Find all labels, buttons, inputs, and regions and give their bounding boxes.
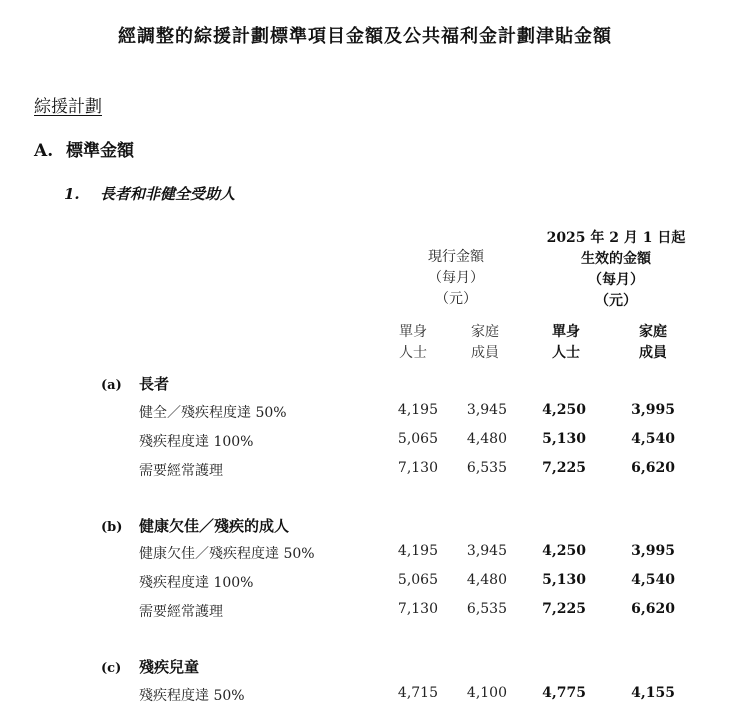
value-current-single: 4,715 [397,685,438,701]
value-current-family: 4,480 [466,431,507,447]
value-new-family: 6,620 [631,460,675,476]
value-current-family: 6,535 [466,601,507,617]
value-new-family: 6,620 [631,601,675,617]
row-label: 健全／殘疾程度達 50% [139,405,287,421]
group-number: (c) [101,661,122,676]
col-header-line: 家庭 [471,324,499,340]
value-new-single: 7,225 [542,601,586,617]
col-header-line: 成員 [471,345,499,361]
current-header-line: （每月） [428,270,484,286]
value-new-single: 4,250 [542,543,586,559]
value-new-single: 5,130 [542,431,586,447]
new-amount-header [528,228,704,312]
value-current-family: 4,100 [466,685,507,701]
value-new-family: 3,995 [631,543,675,559]
group-heading [101,515,289,536]
row-label: 殘疾程度達 100% [139,434,254,450]
value-current-family: 4,480 [466,572,507,588]
value-current-family: 3,945 [466,402,507,418]
group-label: 健康欠佳／殘疾的成人 [139,517,290,535]
col-header-line: 單身 [552,324,580,340]
subsection-number: A. [34,141,54,161]
value-new-family: 3,995 [631,402,675,418]
col-header-new-family [623,322,683,364]
value-new-family: 4,540 [631,431,675,447]
col-header-line: 人士 [552,345,580,361]
row-label: 需要經常護理 [139,604,223,620]
document-title: 經調整的綜援計劃標準項目金額及公共福利金計劃津貼金額 [118,26,612,47]
value-new-single: 4,775 [542,685,586,701]
col-header-line: 家庭 [639,324,667,340]
item-number: 1. [64,185,80,203]
new-header-line: 生效的金額 [581,251,651,267]
value-new-single: 7,225 [542,460,586,476]
col-header-new-single [536,322,596,364]
new-header-line: （元） [595,293,637,309]
group-number: (a) [101,378,122,393]
group-heading [101,656,199,677]
value-current-family: 6,535 [466,460,507,476]
value-new-family: 4,155 [631,685,675,701]
current-amount-header [388,247,524,310]
new-header-line: （每月） [588,272,644,288]
current-header-line: 現行金額 [428,249,484,265]
value-new-single: 5,130 [542,572,586,588]
subsection-heading [34,136,134,161]
value-current-single: 7,130 [397,601,438,617]
section-heading: 綜援計劃 [34,97,102,117]
col-header-line: 人士 [399,345,427,361]
row-label: 殘疾程度達 50% [139,688,245,704]
current-header-line: （元） [435,291,477,307]
value-new-family: 4,540 [631,572,675,588]
col-header-line: 成員 [639,345,667,361]
value-current-single: 4,195 [397,402,438,418]
value-current-single: 4,195 [397,543,438,559]
value-current-single: 5,065 [397,572,438,588]
row-label: 殘疾程度達 100% [139,575,254,591]
row-label: 健康欠佳／殘疾程度達 50% [139,546,315,562]
col-header-current-family [455,322,515,364]
value-new-single: 4,250 [542,402,586,418]
value-current-single: 5,065 [397,431,438,447]
group-heading [101,373,169,394]
value-current-single: 7,130 [397,460,438,476]
group-label: 長者 [139,375,170,393]
group-label: 殘疾兒童 [139,658,200,676]
item-label: 長者和非健全受助人 [100,185,236,203]
group-number: (b) [101,520,123,535]
new-header-line: 2025 年 2 月 1 日起 [546,230,686,246]
row-label: 需要經常護理 [139,463,223,479]
col-header-current-single [383,322,443,364]
col-header-line: 單身 [399,324,427,340]
item-heading [64,183,235,204]
subsection-label: 標準金額 [66,141,134,161]
value-current-family: 3,945 [466,543,507,559]
